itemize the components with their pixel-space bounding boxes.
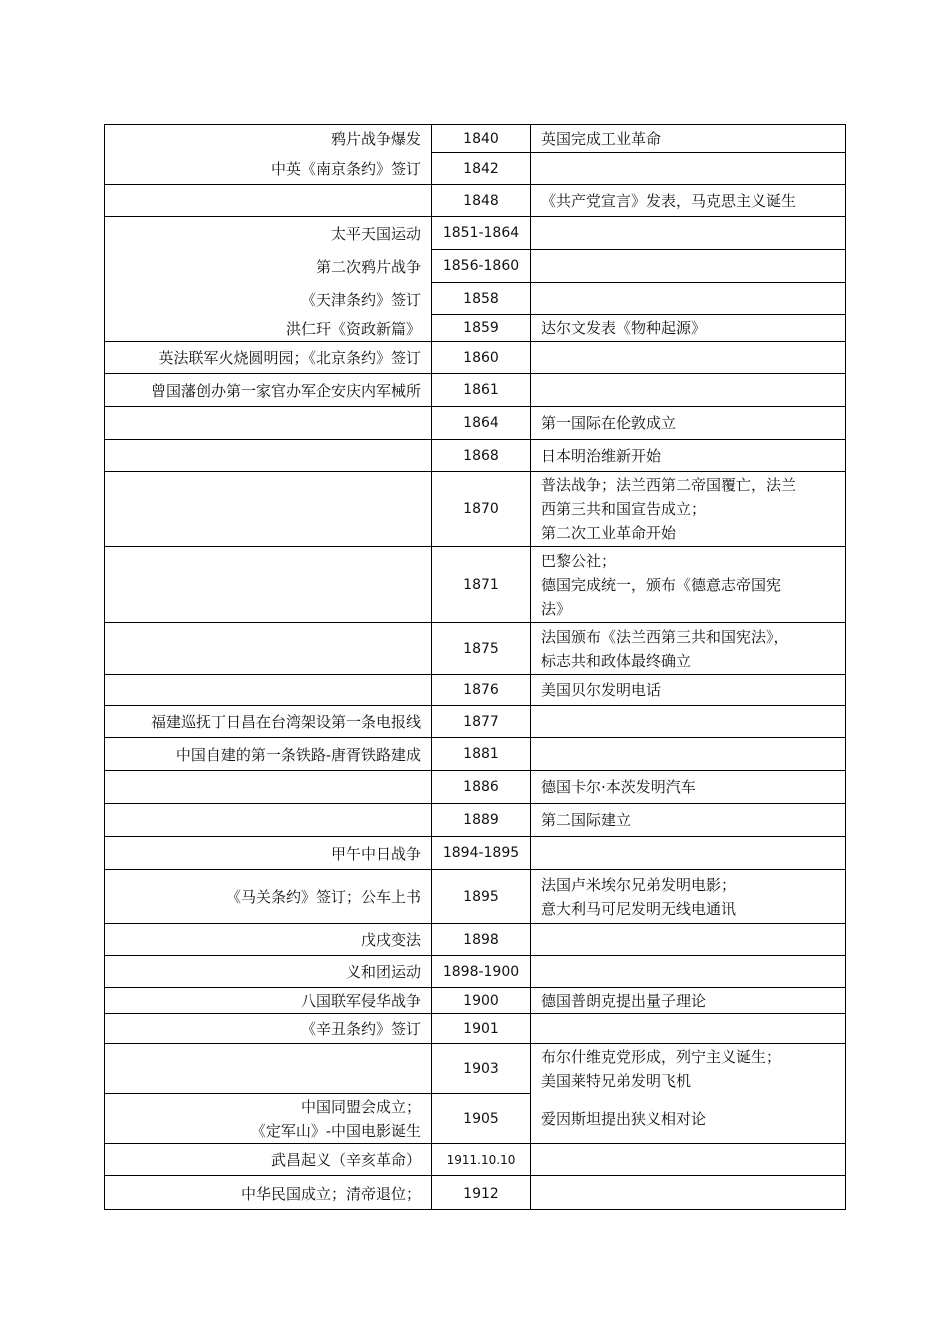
year-cell xyxy=(432,803,530,836)
world-cell xyxy=(531,1143,845,1175)
world-cell xyxy=(531,1043,845,1143)
china-event-line: 中国自建的第一条铁路-唐胥铁路建成 xyxy=(175,745,421,764)
year-label: 1881 xyxy=(463,746,499,762)
china-cell xyxy=(105,737,431,770)
year-cell xyxy=(432,923,530,955)
china-cell xyxy=(105,125,431,184)
world-event-text xyxy=(541,1014,837,1043)
china-event-text xyxy=(301,283,421,315)
world-cell xyxy=(531,836,845,869)
world-event-text xyxy=(541,315,837,341)
year-cell xyxy=(432,1013,530,1043)
year-cell xyxy=(432,770,530,803)
china-event-line: 第二次鸦片战争 xyxy=(315,258,421,276)
year-cell xyxy=(432,674,530,705)
china-event-line: 中国同盟会成立； xyxy=(300,1097,421,1116)
china-cell xyxy=(105,622,431,674)
china-event-line: 武昌起义（辛亥革命） xyxy=(270,1151,421,1169)
china-event-text xyxy=(331,125,421,152)
world-event-text xyxy=(541,283,837,314)
china-cell xyxy=(105,803,431,836)
year-cell xyxy=(432,439,530,471)
world-event-line: 布尔什维克党形成，列宁主义诞生； xyxy=(541,1048,782,1066)
world-cell xyxy=(531,373,845,406)
world-cell xyxy=(531,1013,845,1043)
world-event-line: 法国颁布《法兰西第三共和国宪法》， xyxy=(541,627,789,646)
china-event-text xyxy=(301,988,421,1013)
year-label: 1861 xyxy=(463,382,499,398)
world-event-line: 第二次工业革命开始 xyxy=(541,524,677,542)
world-event-text xyxy=(541,342,837,373)
world-cell xyxy=(531,341,845,373)
world-event-line: 法国卢米埃尔兄弟发明电影； xyxy=(541,875,737,894)
china-event-text xyxy=(331,837,421,869)
year-label: 1889 xyxy=(463,812,499,828)
world-event-text xyxy=(541,804,837,836)
world-cell xyxy=(531,314,845,341)
china-event-text xyxy=(271,152,421,184)
china-cell xyxy=(105,869,431,923)
world-cell xyxy=(531,249,845,282)
year-cell xyxy=(432,282,530,314)
world-cell xyxy=(531,184,845,216)
year-label: 1912 xyxy=(463,1185,499,1202)
world-event-line: 《共产党宣言》发表，马克思主义诞生 xyxy=(541,191,797,210)
year-label: 1871 xyxy=(463,576,499,593)
china-event-line: 鸦片战争爆发 xyxy=(330,130,421,148)
world-event-text xyxy=(541,547,837,622)
year-label: 1876 xyxy=(463,682,499,698)
china-event-text xyxy=(151,374,421,406)
world-event-text xyxy=(541,472,837,546)
world-cell xyxy=(531,923,845,955)
world-event-line: 英国完成工业革命 xyxy=(541,129,662,148)
year-label: 1903 xyxy=(463,1060,499,1077)
world-event-text xyxy=(541,675,837,705)
china-cell xyxy=(105,836,431,869)
world-event-line: 意大利马可尼发明无线电通讯 xyxy=(541,899,737,918)
world-event-line: 达尔文发表《物种起源》 xyxy=(541,319,707,337)
year-cell xyxy=(432,216,530,249)
year-label: 1877 xyxy=(463,713,499,730)
world-event-text xyxy=(541,771,837,803)
year-cell xyxy=(432,1175,530,1211)
china-cell xyxy=(105,1175,431,1211)
world-event-line: 西第三共和国宣告成立； xyxy=(541,500,707,518)
year-label: 1900 xyxy=(463,992,499,1009)
world-event-text xyxy=(541,924,837,955)
year-cell xyxy=(432,184,530,216)
china-cell xyxy=(105,1013,431,1043)
china-event-line: 甲午中日战争 xyxy=(330,844,421,863)
china-event-line: 中华民国成立；清帝退位； xyxy=(240,1185,421,1203)
world-event-text xyxy=(541,153,837,184)
china-event-line: 八国联军侵华战争 xyxy=(300,992,421,1010)
world-cell xyxy=(531,216,845,249)
world-cell xyxy=(531,471,845,546)
year-column xyxy=(431,125,531,1209)
year-label: 1868 xyxy=(463,447,499,464)
year-cell xyxy=(432,622,530,674)
year-label: 1842 xyxy=(463,160,499,177)
china-event-line: 《辛丑条约》签订 xyxy=(300,1020,421,1038)
china-event-line: 《天津条约》签订 xyxy=(300,290,421,309)
china-cell xyxy=(105,216,431,341)
year-cell xyxy=(432,1043,530,1093)
year-label: 1840 xyxy=(463,130,499,147)
china-cell xyxy=(105,770,431,803)
year-label: 1870 xyxy=(463,501,499,517)
world-event-line: 德国完成统一，颁布《德意志帝国宪 xyxy=(541,575,782,594)
china-cell xyxy=(105,674,431,705)
world-cell xyxy=(531,987,845,1013)
year-label: 1859 xyxy=(463,320,499,336)
world-event-line: 日本明治维新开始 xyxy=(541,446,662,465)
world-event-text xyxy=(541,988,837,1013)
china-cell xyxy=(105,1093,431,1143)
year-cell xyxy=(432,249,530,282)
china-event-text xyxy=(316,250,421,283)
china-event-text xyxy=(158,342,421,373)
world-event-text xyxy=(541,125,837,152)
world-event-text xyxy=(541,738,837,770)
year-label: 1886 xyxy=(463,779,499,795)
china-event-line: 《定军山》-中国电影诞生 xyxy=(250,1121,421,1140)
world-cell xyxy=(531,803,845,836)
china-event-text xyxy=(176,738,421,770)
year-cell xyxy=(432,314,530,341)
china-cell xyxy=(105,406,431,439)
year-cell xyxy=(432,737,530,770)
year-cell xyxy=(432,152,530,184)
year-label: 1911.10.10 xyxy=(446,1152,516,1167)
world-event-text xyxy=(541,956,837,987)
china-cell xyxy=(105,184,431,216)
china-cell xyxy=(105,546,431,622)
china-cell xyxy=(105,439,431,471)
china-event-text xyxy=(361,924,421,955)
year-cell xyxy=(432,1143,530,1175)
world-event-line: 德国卡尔·本茨发明汽车 xyxy=(541,778,696,796)
year-label: 1858 xyxy=(463,290,499,307)
china-cell xyxy=(105,987,431,1013)
china-event-text xyxy=(331,217,421,250)
china-event-line: 曾国藩创办第一家官办军企安庆内军械所 xyxy=(150,381,421,400)
world-event-text xyxy=(541,706,837,737)
world-event-text xyxy=(541,1176,837,1211)
world-cell xyxy=(531,705,845,737)
world-event-line: 法》 xyxy=(541,599,572,618)
china-event-line: 戊戌变法 xyxy=(360,931,421,949)
china-event-line: 太平天国运动 xyxy=(330,225,421,243)
world-event-text xyxy=(541,1144,837,1175)
world-event-line: 第二国际建立 xyxy=(541,811,632,829)
year-cell xyxy=(432,987,530,1013)
china-event-line: 《马关条约》签订；公车上书 xyxy=(225,888,421,906)
world-event-text xyxy=(541,250,837,282)
china-event-text xyxy=(271,1144,421,1175)
year-label: 1848 xyxy=(463,192,499,209)
year-cell xyxy=(432,546,530,622)
year-label: 1875 xyxy=(463,640,499,657)
world-event-text xyxy=(541,374,837,406)
year-label: 1898 xyxy=(463,931,499,948)
world-event-line: 德国普朗克提出量子理论 xyxy=(541,991,707,1010)
world-event-line: 美国莱特兄弟发明飞机 xyxy=(541,1072,692,1090)
year-cell xyxy=(432,1093,530,1143)
china-event-text xyxy=(286,315,421,342)
year-cell xyxy=(432,406,530,439)
world-cell xyxy=(531,770,845,803)
world-event-line: 巴黎公社； xyxy=(541,551,617,570)
year-label: 1864 xyxy=(463,415,499,431)
world-event-text xyxy=(541,623,837,674)
china-event-text xyxy=(346,956,421,987)
year-label: 1905 xyxy=(463,1110,499,1127)
china-event-text xyxy=(251,1094,421,1143)
world-event-text xyxy=(541,185,837,216)
world-event-line: 爱因斯坦提出狭义相对论 xyxy=(541,1110,707,1128)
world-event-text xyxy=(541,440,837,471)
year-cell xyxy=(432,373,530,406)
year-cell xyxy=(432,836,530,869)
year-label: 1894-1895 xyxy=(442,845,520,861)
china-cell xyxy=(105,471,431,546)
world-event-line: 美国贝尔发明电话 xyxy=(541,681,662,699)
year-label: 1898-1900 xyxy=(442,963,520,980)
china-event-line: 中英《南京条约》签订 xyxy=(270,159,421,178)
china-cell xyxy=(105,1143,431,1175)
china-cell xyxy=(105,923,431,955)
world-event-text xyxy=(541,837,837,869)
world-cell xyxy=(531,439,845,471)
world-event-text xyxy=(541,1094,837,1144)
china-event-text xyxy=(301,1014,421,1043)
china-cell xyxy=(105,373,431,406)
china-event-text xyxy=(151,706,421,737)
year-label: 1901 xyxy=(463,1020,499,1037)
year-cell xyxy=(432,341,530,373)
world-cell xyxy=(531,737,845,770)
china-cell xyxy=(105,955,431,987)
timeline-table xyxy=(104,124,846,1210)
china-cell xyxy=(105,341,431,373)
world-events-column xyxy=(531,125,845,1209)
china-event-line: 义和团运动 xyxy=(345,963,421,981)
year-label: 1856-1860 xyxy=(442,258,520,274)
year-label: 1860 xyxy=(463,349,499,366)
world-event-line: 标志共和政体最终确立 xyxy=(541,651,692,670)
year-cell xyxy=(432,125,530,152)
china-event-text xyxy=(241,1176,421,1211)
world-cell xyxy=(531,125,845,152)
world-cell xyxy=(531,955,845,987)
world-cell xyxy=(531,282,845,314)
world-cell xyxy=(531,869,845,923)
year-label: 1851-1864 xyxy=(442,225,520,241)
year-label: 1895 xyxy=(463,888,499,905)
world-event-line: 第一国际在伦敦成立 xyxy=(541,414,677,432)
china-cell xyxy=(105,705,431,737)
year-cell xyxy=(432,705,530,737)
china-cell xyxy=(105,1043,431,1093)
china-event-line: 福建巡抚丁日昌在台湾架设第一条电报线 xyxy=(150,713,421,731)
world-cell xyxy=(531,622,845,674)
world-cell xyxy=(531,1175,845,1211)
china-event-line: 英法联军火烧圆明园；《北京条约》签订 xyxy=(158,349,421,367)
world-event-line: 普法战争；法兰西第二帝国覆亡，法兰 xyxy=(541,476,797,494)
china-event-text xyxy=(226,870,421,923)
world-event-text xyxy=(541,870,837,923)
world-event-text xyxy=(541,217,837,249)
world-event-text xyxy=(541,1044,837,1094)
china-events-column xyxy=(105,125,431,1209)
world-cell xyxy=(531,152,845,184)
world-event-text xyxy=(541,407,837,439)
world-cell xyxy=(531,406,845,439)
year-cell xyxy=(432,869,530,923)
year-cell xyxy=(432,471,530,546)
china-event-line: 洪仁玕《资政新篇》 xyxy=(285,320,421,338)
world-cell xyxy=(531,546,845,622)
world-cell xyxy=(531,674,845,705)
year-cell xyxy=(432,955,530,987)
